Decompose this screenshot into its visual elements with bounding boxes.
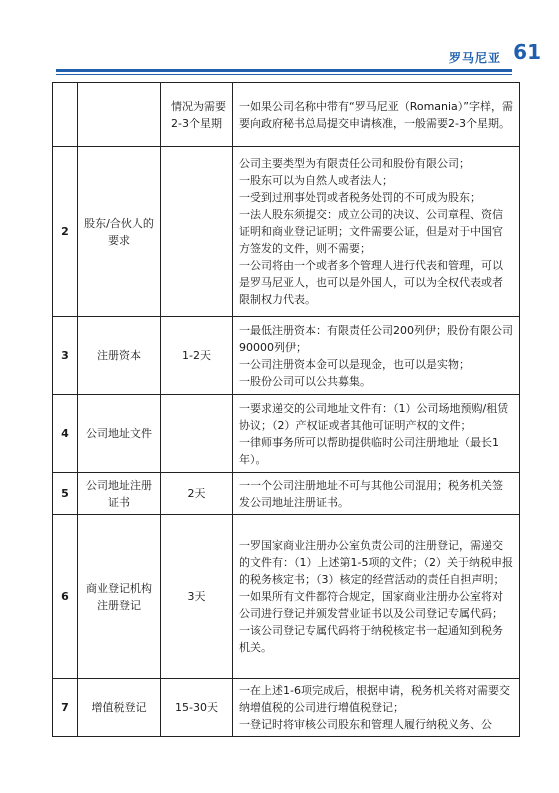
row-number: 2 [53,147,78,317]
row-number: 5 [53,473,78,515]
page-header [0,0,559,80]
row-description [233,83,520,147]
row-description [233,515,520,679]
description-line: 一如果公司名称中带有“罗马尼亚（Romania）”字样，需要向政府秘书总局提交申请核准，一般需要2-3个星期。 [239,99,513,130]
description-line: 一一个公司注册地址不可与其他公司混用；税务机关签发公司地址注册证书。 [239,478,503,509]
row-item: 公司地址注册证书 [78,473,161,515]
row-time [161,147,233,317]
row-number: 3 [53,317,78,395]
description-line: 一该公司登记专属代码将于纳税核定书一起通知到税务机关。 [239,624,503,654]
row-time: 2天 [161,473,233,515]
row-number: 7 [53,679,78,737]
row-item: 增值税登记 [78,679,161,737]
row-item: 股东/合伙人的要求 [78,147,161,317]
row-description [233,679,520,737]
row-number [53,83,78,147]
description-line: 公司主要类型为有限责任公司和股份有限公司； [239,157,470,170]
description-line: 一要求递交的公司地址文件有：（1）公司场地预购/租赁协议；（2）产权证或者其他可证明产权的文件； [239,401,509,432]
table-row [53,473,520,515]
row-time: 情况为需要2-3个星期 [161,83,233,147]
description-line: 一股东可以为自然人或者法人； [239,174,393,187]
row-number: 6 [53,515,78,679]
description-line: 一律师事务所可以帮助提供临时公司注册地址（最长1年）。 [239,435,499,466]
row-description [233,473,520,515]
row-item: 公司地址文件 [78,395,161,473]
description-line: 一公司将由一个或者多个管理人进行代表和管理，可以是罗马尼亚人，也可以是外国人，可以为全权代表或者限制权力代表。 [239,259,503,306]
description-line: 一股份公司可以公共募集。 [239,374,371,388]
row-time: 1-2天 [161,317,233,395]
row-description [233,395,520,473]
row-number: 4 [53,395,78,473]
section-title: 罗马尼亚 [448,51,501,65]
description-line: 一罗国家商业注册办公室负责公司的注册登记，需递交的文件有：（1）上述第1-5项的文件；（2）关于纳税申报的税务核定书；（3）核定的经营活动的责任自担声明； [239,539,513,586]
row-item: 注册资本 [78,317,161,395]
row-time: 15-30天 [161,679,233,737]
header-rule [56,69,512,72]
table-row [53,679,520,737]
description-line: 一登记时将审核公司股东和管理人履行纳税义务、公 [239,718,492,731]
description-line: 一法人股东须提交：成立公司的决议、公司章程、资信证明和商业登记证明；文件需要公证，但是对于中国官方签发的文件，则不需要； [239,208,503,255]
table-row [53,147,520,317]
page-number: 61 [513,40,541,64]
description-line: 一如果所有文件都符合规定，国家商业注册办公室将对公司进行登记并颁发营业证书以及公司登记专属代码； [239,590,503,620]
header-rule-thin [56,74,512,75]
table-row [53,83,520,147]
table-row [53,317,520,395]
row-time: 3天 [161,515,233,679]
registration-steps-table [52,82,520,737]
row-description [233,147,520,317]
table-row [53,515,520,679]
description-line: 一在上述1-6项完成后，根据申请，税务机关将对需要交纳增值税的公司进行增值税登记； [239,684,510,714]
description-line: 一公司注册资本金可以是现金，也可以是实物； [239,357,470,371]
row-time [161,395,233,473]
row-description [233,317,520,395]
row-item [78,83,161,147]
row-item: 商业登记机构注册登记 [78,515,161,679]
table-row [53,395,520,473]
description-line: 一受到过刑事处罚或者税务处罚的不可成为股东； [239,191,481,204]
description-line: 一最低注册资本：有限责任公司200列伊；股份有限公司90000列伊； [239,323,513,354]
